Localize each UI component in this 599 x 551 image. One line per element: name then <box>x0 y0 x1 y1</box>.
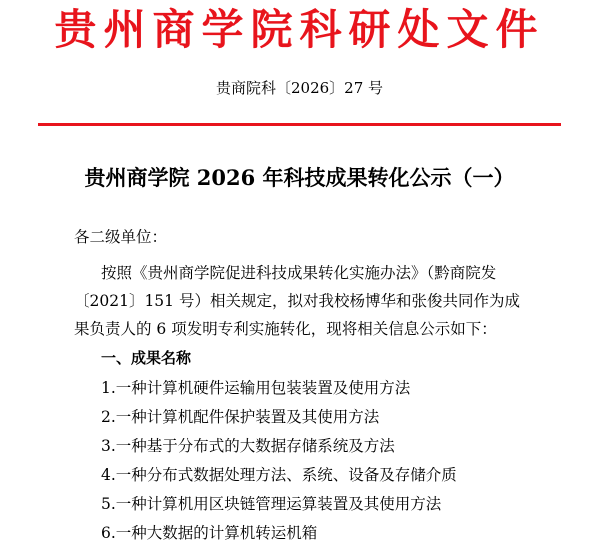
document-header-title: 贵州商学院科研处文件 <box>54 5 545 54</box>
paragraph-line-2: 〔2021〕151 号）相关规定，拟对我校杨博华和张俊共同作为成 <box>74 292 520 310</box>
header-divider <box>38 123 561 126</box>
paragraph-line-3: 果负责人的 6 项发明专利实施转化，现将相关信息公示如下： <box>74 320 497 338</box>
list-item: 6.一种大数据的计算机转运机箱 <box>101 524 318 542</box>
list-item: 2.一种计算机配件保护装置及其使用方法 <box>101 408 380 426</box>
list-item: 5.一种计算机用区块链管理运算装置及其使用方法 <box>101 495 442 513</box>
paragraph-line-1: 按照《贵州商学院促进科技成果转化实施办法》（黔商院发 <box>101 264 497 282</box>
list-item: 4.一种分布式数据处理方法、系统、设备及存储介质 <box>101 466 457 484</box>
list-item: 3.一种基于分布式的大数据存储系统及方法 <box>101 437 395 455</box>
document-title: 贵州商学院 2026 年科技成果转化公示（一） <box>84 165 515 190</box>
document-number: 贵商院科〔2026〕27 号 <box>215 79 384 97</box>
recipient-line: 各二级单位： <box>74 228 168 246</box>
list-item: 1.一种计算机硬件运输用包装装置及使用方法 <box>101 379 411 397</box>
section-heading: 一、成果名称 <box>101 349 192 367</box>
